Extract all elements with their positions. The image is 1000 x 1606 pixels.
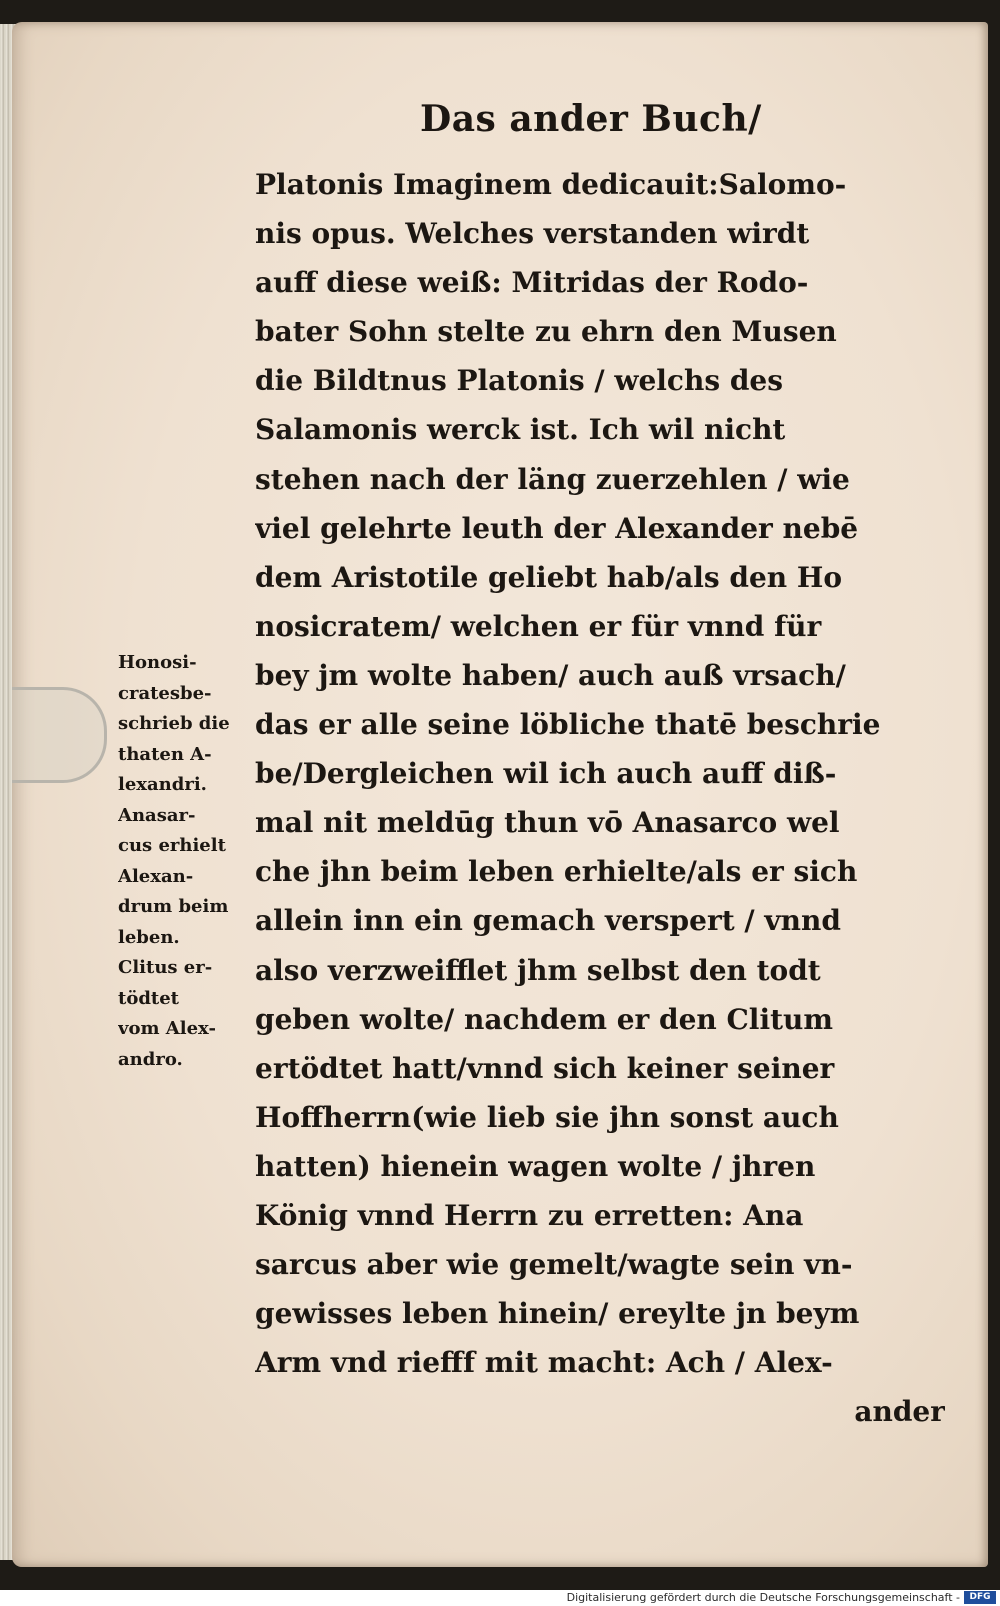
text-line: gewisses leben hinein/ ereylte jn beym xyxy=(255,1297,860,1331)
text-line: hatten) hienein wagen wolte / jhren xyxy=(255,1149,816,1183)
marginal-note-line: tödtet xyxy=(118,987,179,1009)
main-text-block xyxy=(255,160,945,1436)
text-line: Hoffherrn(wie lieb sie jhn sonst auch xyxy=(255,1100,839,1134)
marginal-notes xyxy=(118,648,263,1075)
text-line: Salamonis werck ist. Ich wil nicht xyxy=(255,413,786,447)
text-line: sarcus aber wie gemelt/wagte sein vn- xyxy=(255,1248,853,1282)
text-line: König vnnd Herrn zu erretten: Ana xyxy=(255,1198,804,1232)
text-line: die Bildtnus Platonis / welchs des xyxy=(255,364,784,398)
text-line: viel gelehrte leuth der Alexander nebē xyxy=(255,511,859,545)
catchword: ander xyxy=(854,1395,945,1429)
text-line: che jhn beim leben erhielte/als er sich xyxy=(255,855,858,889)
text-line: Arm vnd riefff mit macht: Ach / Alex- xyxy=(255,1346,833,1380)
marginal-note-line: cratesbe- xyxy=(118,682,212,704)
text-line: nosicratem/ welchen er für vnnd für xyxy=(255,609,822,643)
marginal-note-line: cus erhielt xyxy=(118,835,226,856)
marginal-note-line: thaten A- xyxy=(118,743,212,765)
marginal-note-line: Alexan- xyxy=(118,865,194,887)
text-line: bater Sohn stelte zu ehrn den Musen xyxy=(255,315,837,349)
marginal-note-line: lexandri. xyxy=(118,774,207,795)
text-line: dem Aristotile geliebt hab/als den Ho xyxy=(255,560,842,594)
text-line: Platonis Imaginem dedicauit:Salomo- xyxy=(255,168,847,201)
text-line: stehen nach der läng zuerzehlen / wie xyxy=(255,462,850,496)
marginal-note-line: andro. xyxy=(118,1048,183,1070)
text-line: be/Dergleichen wil ich auch auff diß- xyxy=(255,757,837,791)
funding-credit: Digitalisierung gefördert durch die Deutsche Forschungsgemeinschaft - xyxy=(566,1591,960,1604)
running-head: Das ander Buch/ xyxy=(420,98,762,140)
text-line: ertödtet hatt/vnnd sich keiner seiner xyxy=(255,1051,835,1085)
marginal-note-line: drum beim xyxy=(118,896,229,917)
dfg-logo-icon: DFG xyxy=(964,1591,996,1604)
text-line: geben wolte/ nachdem er den Clitum xyxy=(255,1002,833,1036)
marginal-note-line: vom Alex- xyxy=(118,1018,216,1039)
marginal-note-line: Honosi- xyxy=(118,652,197,673)
page-clip-tab xyxy=(12,687,107,783)
marginal-note-line: schrieb die xyxy=(118,713,230,734)
marginal-note-line: leben. xyxy=(118,926,180,948)
text-line: mal nit meldūg thun vō Anasarco wel xyxy=(255,806,840,840)
text-line: also verzweifflet jhm selbst den todt xyxy=(255,953,821,987)
text-line: das er alle seine löbliche thatē beschrie xyxy=(255,708,881,742)
text-line: bey jm wolte haben/ auch auß vrsach/ xyxy=(255,658,846,692)
text-line: auff diese weiß: Mitridas der Rodo- xyxy=(255,266,809,300)
marginal-note-line: Anasar- xyxy=(118,804,196,826)
marginal-note-line: Clitus er- xyxy=(118,957,213,978)
text-line: nis opus. Welches verstanden wirdt xyxy=(255,217,810,251)
digitization-footer xyxy=(0,1590,1000,1606)
text-line: allein inn ein gemach verspert / vnnd xyxy=(255,904,841,938)
